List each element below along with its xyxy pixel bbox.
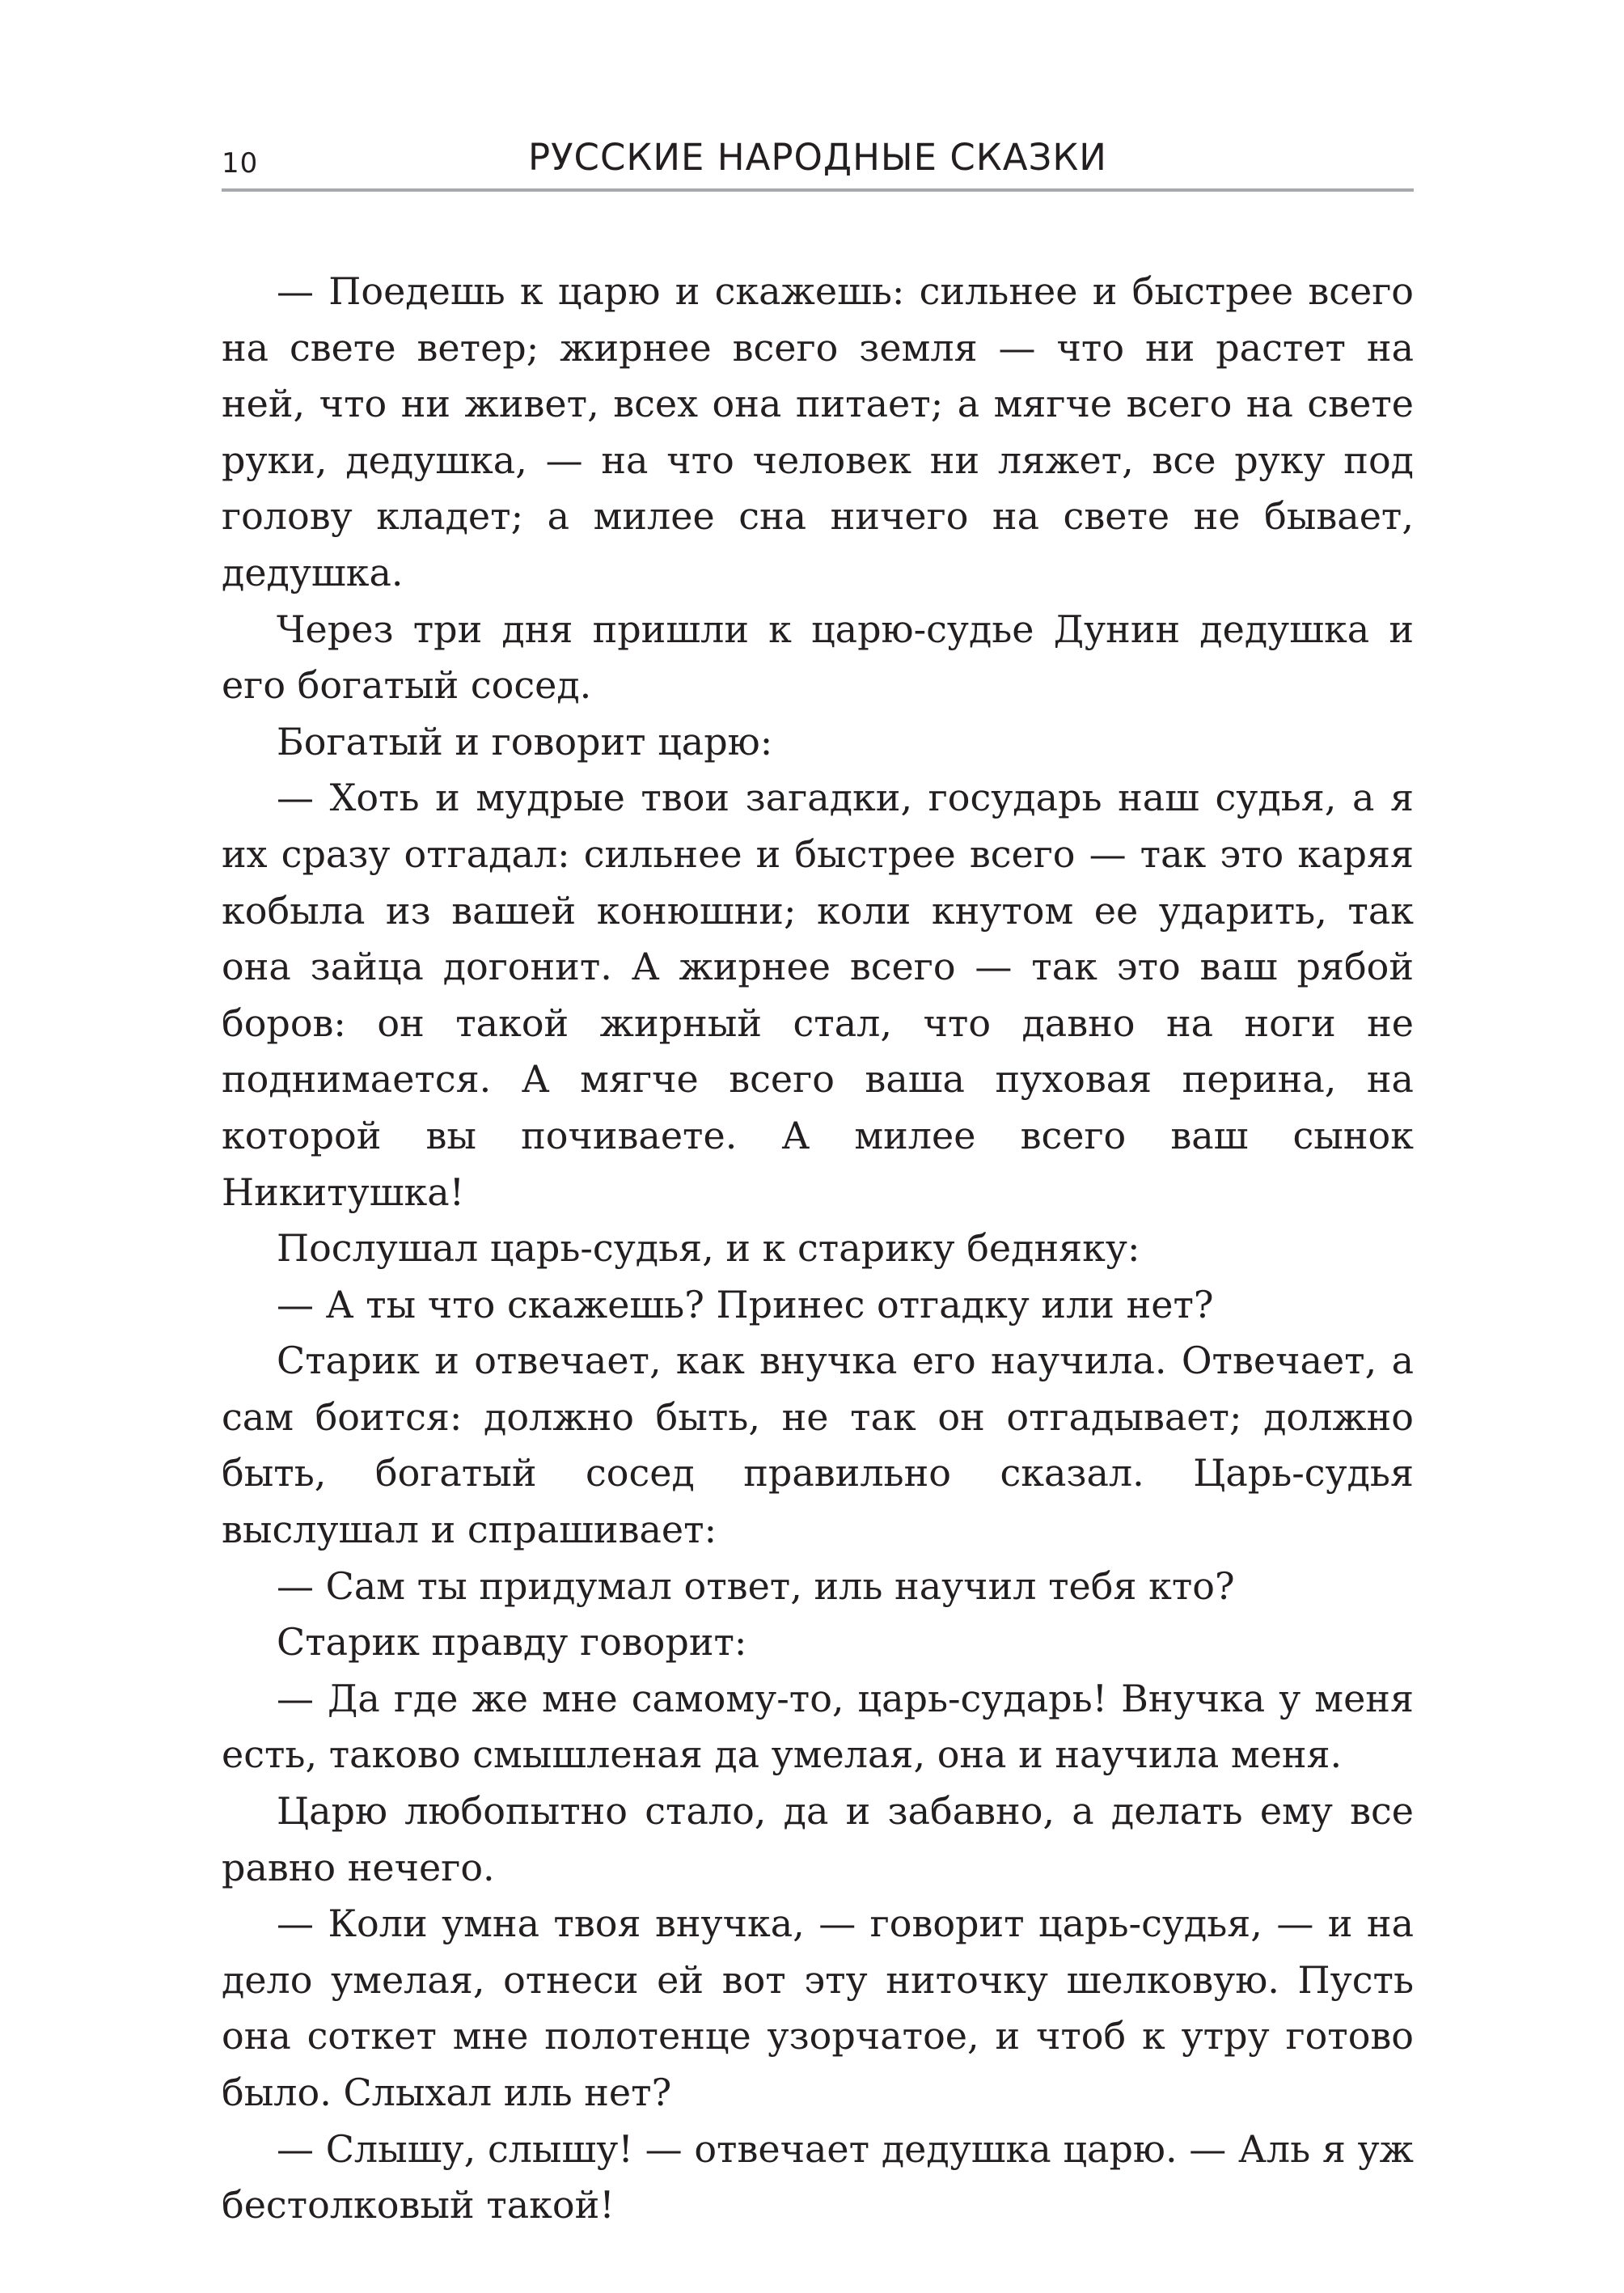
running-head: [222, 129, 1414, 194]
paragraph: — Сам ты придумал ответ, иль научил тебя кто?: [277, 1563, 1235, 1608]
body-text: [222, 264, 1414, 2234]
paragraph: — Поедешь к царю и скажешь: сильнее и быстрее всего на свете ветер; жирнее всего земля — что ни растет на ней, что ни живет, всех она питает; а мягче всего на свете руки, дедушка, — на что человек ни ляжет, все руку под голову кладет; а милее сна ничего на свете не бывает, дедушка.: [222, 269, 1414, 594]
paragraph: — Хоть и мудрые твои загадки, государь наш судья, а я их сразу отгадал: сильнее и быстрее всего — так это каряя кобыла из вашей конюшни; коли кнутом ее ударить, так она зайца догонит. А жирнее всего — так это ваш рябой боров: он такой жирный стал, что давно на ноги не поднимается. А мягче всего ваша пуховая перина, на которой вы почиваете. А милее всего ваш сынок Никитушка!: [222, 776, 1414, 1214]
paragraph: Царю любопытно стало, да и забавно, а делать ему все равно нечего.: [222, 1789, 1414, 1889]
paragraph: — Слышу, слышу! — отвечает дедушка царю. — Аль я уж бестолковый такой!: [222, 2126, 1414, 2227]
book-title: РУССКИЕ НАРОДНЫЕ СКАЗКИ: [528, 136, 1107, 179]
paragraph: — Коли умна твоя внучка, — говорит царь-судья, — и на дело умелая, отнеси ей вот эту ниточку шелковую. Пусть она соткет мне полотенце узорчатое, и чтоб к утру готово было. Слыхал иль нет?: [222, 1902, 1414, 2114]
paragraph: Старик правду говорит:: [277, 1620, 747, 1665]
paragraph: Старик и отвечает, как внучка его научила. Отвечает, а сам боится: должно быть, не так он отгадывает; должно быть, богатый сосед правильно сказал. Царь-судья выслушал и спрашивает:: [222, 1339, 1414, 1552]
paragraph: — А ты что скажешь? Принес отгадку или нет?: [277, 1282, 1214, 1326]
paragraph: Богатый и говорит царю:: [277, 719, 773, 764]
header-divider: [222, 188, 1414, 192]
paragraph: Послушал царь-судья, и к старику бедняку:: [277, 1226, 1140, 1271]
paragraph: Через три дня пришли к царю-судье Дунин дедушка и его богатый сосед.: [222, 607, 1414, 708]
page-number: 10: [222, 147, 259, 180]
paragraph: — Да где же мне самому-то, царь-сударь! Внучка у меня есть, таково смышленая да умелая, она и научила меня.: [222, 1676, 1414, 1777]
